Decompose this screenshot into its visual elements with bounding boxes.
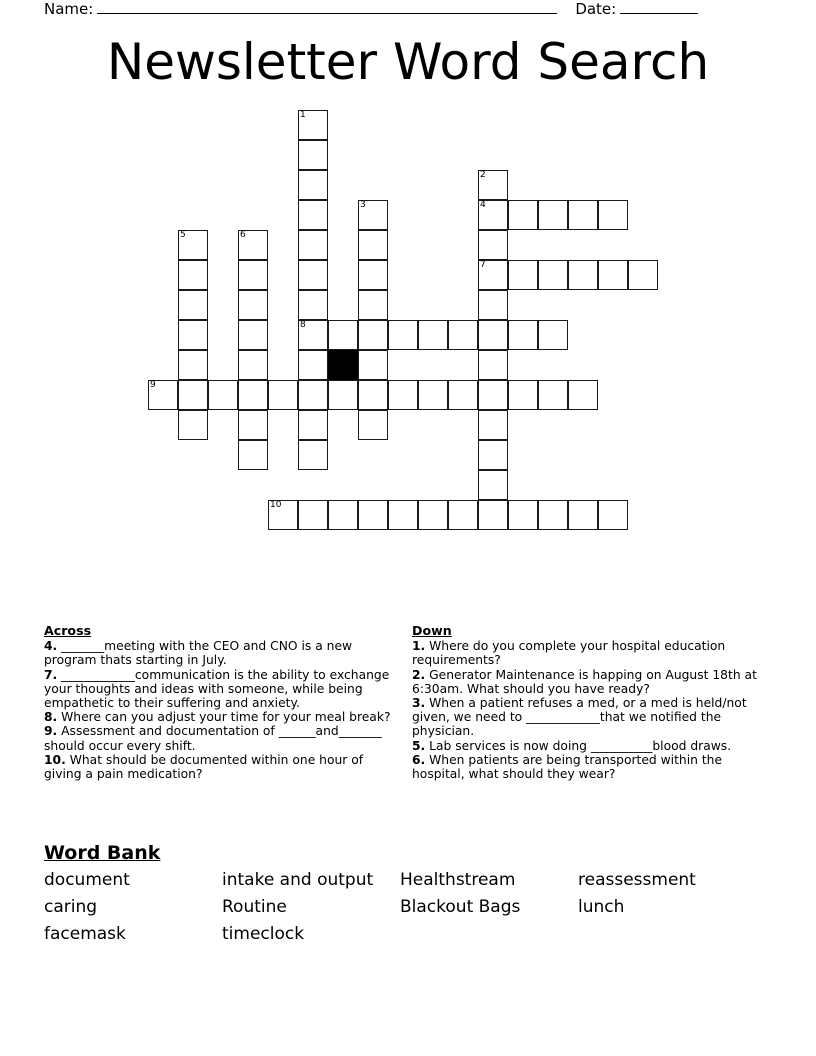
clue-number: 4. bbox=[44, 639, 58, 654]
crossword-cell[interactable] bbox=[598, 200, 628, 230]
crossword-cell[interactable] bbox=[478, 380, 508, 410]
crossword-cell[interactable] bbox=[178, 380, 208, 410]
clues-section bbox=[44, 624, 774, 781]
across-heading: Across bbox=[44, 623, 92, 638]
crossword-cell[interactable] bbox=[388, 320, 418, 350]
crossword-cell[interactable] bbox=[298, 320, 328, 350]
page-title: Newsletter Word Search bbox=[106, 33, 710, 91]
word-bank-item[interactable]: document bbox=[44, 870, 130, 890]
cell-number: 2 bbox=[480, 170, 486, 180]
down-clue-3 bbox=[412, 696, 762, 739]
crossword-cell[interactable] bbox=[508, 380, 538, 410]
word-bank-section bbox=[44, 842, 774, 944]
cell-number: 6 bbox=[240, 230, 246, 240]
crossword-cell[interactable] bbox=[298, 140, 328, 170]
down-heading: Down bbox=[412, 623, 452, 638]
crossword-cell[interactable] bbox=[328, 500, 358, 530]
cell-number: 8 bbox=[300, 320, 306, 330]
crossword-cell[interactable] bbox=[358, 410, 388, 440]
clue-text: Where do you complete your hospital education requirements? bbox=[412, 639, 726, 668]
cell-number: 5 bbox=[180, 230, 186, 240]
crossword-cell[interactable] bbox=[388, 380, 418, 410]
down-clue-6 bbox=[412, 753, 762, 781]
crossword-cell[interactable] bbox=[208, 380, 238, 410]
crossword-cell[interactable] bbox=[268, 500, 298, 530]
crossword-cell[interactable] bbox=[298, 350, 328, 380]
crossword-cell[interactable] bbox=[478, 200, 508, 230]
cell-number: 4 bbox=[480, 200, 486, 210]
crossword-cell[interactable] bbox=[178, 260, 208, 290]
crossword-cell[interactable] bbox=[178, 410, 208, 440]
word-bank-item[interactable]: Routine bbox=[222, 897, 287, 917]
across-clue-9 bbox=[44, 724, 394, 752]
crossword-cell[interactable] bbox=[418, 500, 448, 530]
crossword-cell[interactable] bbox=[238, 410, 268, 440]
cell-number: 1 bbox=[300, 110, 306, 120]
crossword-cell[interactable] bbox=[448, 380, 478, 410]
crossword-cell[interactable] bbox=[478, 290, 508, 320]
crossword-cell[interactable] bbox=[508, 200, 538, 230]
word-bank-item[interactable]: facemask bbox=[44, 924, 126, 944]
crossword-cell[interactable] bbox=[298, 290, 328, 320]
clue-number: 5. bbox=[412, 738, 426, 753]
crossword-cell[interactable] bbox=[538, 200, 568, 230]
across-clues-column bbox=[44, 624, 394, 781]
clue-text: When a patient refuses a med, or a med is held/not given, we need to ____________that we notified the physician. bbox=[412, 696, 747, 739]
across-clue-7 bbox=[44, 668, 394, 711]
clue-number: 9. bbox=[44, 724, 58, 739]
word-bank-item[interactable]: Blackout Bags bbox=[400, 897, 521, 917]
crossword-cell[interactable] bbox=[268, 380, 298, 410]
crossword-cell[interactable] bbox=[298, 440, 328, 470]
crossword-cell[interactable] bbox=[568, 200, 598, 230]
clue-number: 8. bbox=[44, 710, 58, 725]
date-label: Date: bbox=[575, 0, 617, 18]
cell-number: 10 bbox=[270, 500, 282, 510]
crossword-cell[interactable] bbox=[448, 500, 478, 530]
clue-number: 6. bbox=[412, 752, 426, 767]
crossword-cell[interactable] bbox=[358, 260, 388, 290]
crossword-block-cell bbox=[328, 350, 358, 380]
crossword-cell[interactable] bbox=[358, 200, 388, 230]
crossword-cell[interactable] bbox=[478, 470, 508, 500]
crossword-cell[interactable] bbox=[358, 290, 388, 320]
crossword-cell[interactable] bbox=[538, 380, 568, 410]
crossword-cell[interactable] bbox=[538, 320, 568, 350]
crossword-cell[interactable] bbox=[238, 230, 268, 260]
crossword-cell[interactable] bbox=[178, 350, 208, 380]
word-bank-heading: Word Bank bbox=[44, 842, 161, 864]
crossword-cell[interactable] bbox=[508, 260, 538, 290]
crossword-cell[interactable] bbox=[598, 260, 628, 290]
word-bank-item[interactable]: caring bbox=[44, 897, 98, 917]
crossword-cell[interactable] bbox=[148, 380, 178, 410]
cell-number: 3 bbox=[360, 200, 366, 210]
clue-text: Assessment and documentation of ______and_______ should occur every shift. bbox=[44, 724, 382, 753]
crossword-cell[interactable] bbox=[478, 350, 508, 380]
crossword-cell[interactable] bbox=[418, 380, 448, 410]
crossword-cell[interactable] bbox=[508, 320, 538, 350]
crossword-cell[interactable] bbox=[328, 320, 358, 350]
crossword-cell[interactable] bbox=[178, 290, 208, 320]
name-label: Name: bbox=[44, 0, 94, 18]
crossword-cell[interactable] bbox=[478, 500, 508, 530]
crossword-cell[interactable] bbox=[358, 230, 388, 260]
across-clue-8 bbox=[44, 710, 394, 724]
down-clue-list bbox=[412, 639, 762, 781]
down-clues-column bbox=[412, 624, 762, 781]
clue-text: _______meeting with the CEO and CNO is a new program thats starting in July. bbox=[44, 639, 353, 668]
crossword-cell[interactable] bbox=[358, 350, 388, 380]
crossword-cell[interactable] bbox=[538, 260, 568, 290]
crossword-cell[interactable] bbox=[238, 260, 268, 290]
clue-number: 10. bbox=[44, 752, 66, 767]
clue-text: What should be documented within one hour of giving a pain medication? bbox=[44, 752, 364, 782]
crossword-cell[interactable] bbox=[298, 500, 328, 530]
clue-number: 1. bbox=[412, 639, 426, 654]
clue-text: Lab services is now doing __________blood draws. bbox=[425, 738, 732, 753]
across-clue-list bbox=[44, 639, 394, 781]
crossword-cell[interactable] bbox=[238, 290, 268, 320]
cell-number: 7 bbox=[480, 260, 486, 270]
crossword-cell[interactable] bbox=[478, 410, 508, 440]
down-clue-2 bbox=[412, 668, 762, 696]
crossword-cell[interactable] bbox=[298, 380, 328, 410]
clue-text: When patients are being transported within the hospital, what should they wear? bbox=[412, 752, 723, 782]
crossword-cell[interactable] bbox=[238, 350, 268, 380]
clue-text: Where can you adjust your time for your meal break? bbox=[57, 710, 391, 725]
word-bank-empty bbox=[578, 924, 756, 944]
word-bank-empty bbox=[400, 924, 578, 944]
crossword-cell[interactable] bbox=[238, 380, 268, 410]
crossword-cell[interactable] bbox=[448, 320, 478, 350]
crossword-cell[interactable] bbox=[418, 320, 448, 350]
cell-number: 9 bbox=[150, 380, 156, 390]
crossword-cell[interactable] bbox=[328, 380, 358, 410]
crossword-cell[interactable] bbox=[298, 170, 328, 200]
down-clue-1 bbox=[412, 639, 762, 667]
crossword-cell[interactable] bbox=[568, 380, 598, 410]
crossword-cell[interactable] bbox=[298, 410, 328, 440]
crossword-cell[interactable] bbox=[358, 320, 388, 350]
word-bank-item[interactable]: Healthstream bbox=[400, 870, 516, 890]
across-clue-10 bbox=[44, 753, 394, 781]
crossword-cell[interactable] bbox=[298, 200, 328, 230]
crossword-cell[interactable] bbox=[358, 380, 388, 410]
crossword-cell[interactable] bbox=[298, 260, 328, 290]
crossword-cell[interactable] bbox=[238, 320, 268, 350]
crossword-cell[interactable] bbox=[538, 500, 568, 530]
crossword-cell[interactable] bbox=[628, 260, 658, 290]
crossword-cell[interactable] bbox=[478, 230, 508, 260]
crossword-cell[interactable] bbox=[598, 500, 628, 530]
crossword-cell[interactable] bbox=[478, 170, 508, 200]
across-clue-4 bbox=[44, 639, 394, 667]
crossword-cell[interactable] bbox=[388, 500, 418, 530]
crossword-cell[interactable] bbox=[508, 500, 538, 530]
crossword-cell[interactable] bbox=[298, 230, 328, 260]
crossword-cell[interactable] bbox=[178, 230, 208, 260]
word-bank-item[interactable]: timeclock bbox=[222, 924, 305, 944]
crossword-cell[interactable] bbox=[238, 440, 268, 470]
down-clue-5 bbox=[412, 739, 762, 753]
word-bank-item[interactable]: reassessment bbox=[578, 870, 696, 890]
word-bank-item[interactable]: lunch bbox=[578, 897, 625, 917]
crossword-cell[interactable] bbox=[568, 500, 598, 530]
crossword-cell[interactable] bbox=[478, 440, 508, 470]
clue-text: Generator Maintenance is happing on August 18th at 6:30am. What should you have ready? bbox=[412, 667, 757, 696]
word-bank-grid bbox=[44, 870, 774, 944]
crossword-cell[interactable] bbox=[298, 110, 328, 140]
clue-text: ____________communication is the ability to exchange your thoughts and ideas with someone, while being empathetic to their suffering and anxiety. bbox=[44, 667, 390, 711]
crossword-cell[interactable] bbox=[358, 500, 388, 530]
crossword-cell[interactable] bbox=[178, 320, 208, 350]
crossword-cell[interactable] bbox=[568, 260, 598, 290]
word-bank-item[interactable]: intake and output bbox=[222, 870, 374, 890]
clue-number: 2. bbox=[412, 667, 426, 682]
clue-number: 3. bbox=[412, 696, 426, 711]
clue-number: 7. bbox=[44, 667, 58, 682]
crossword-cell[interactable] bbox=[478, 260, 508, 290]
crossword-cell[interactable] bbox=[478, 320, 508, 350]
